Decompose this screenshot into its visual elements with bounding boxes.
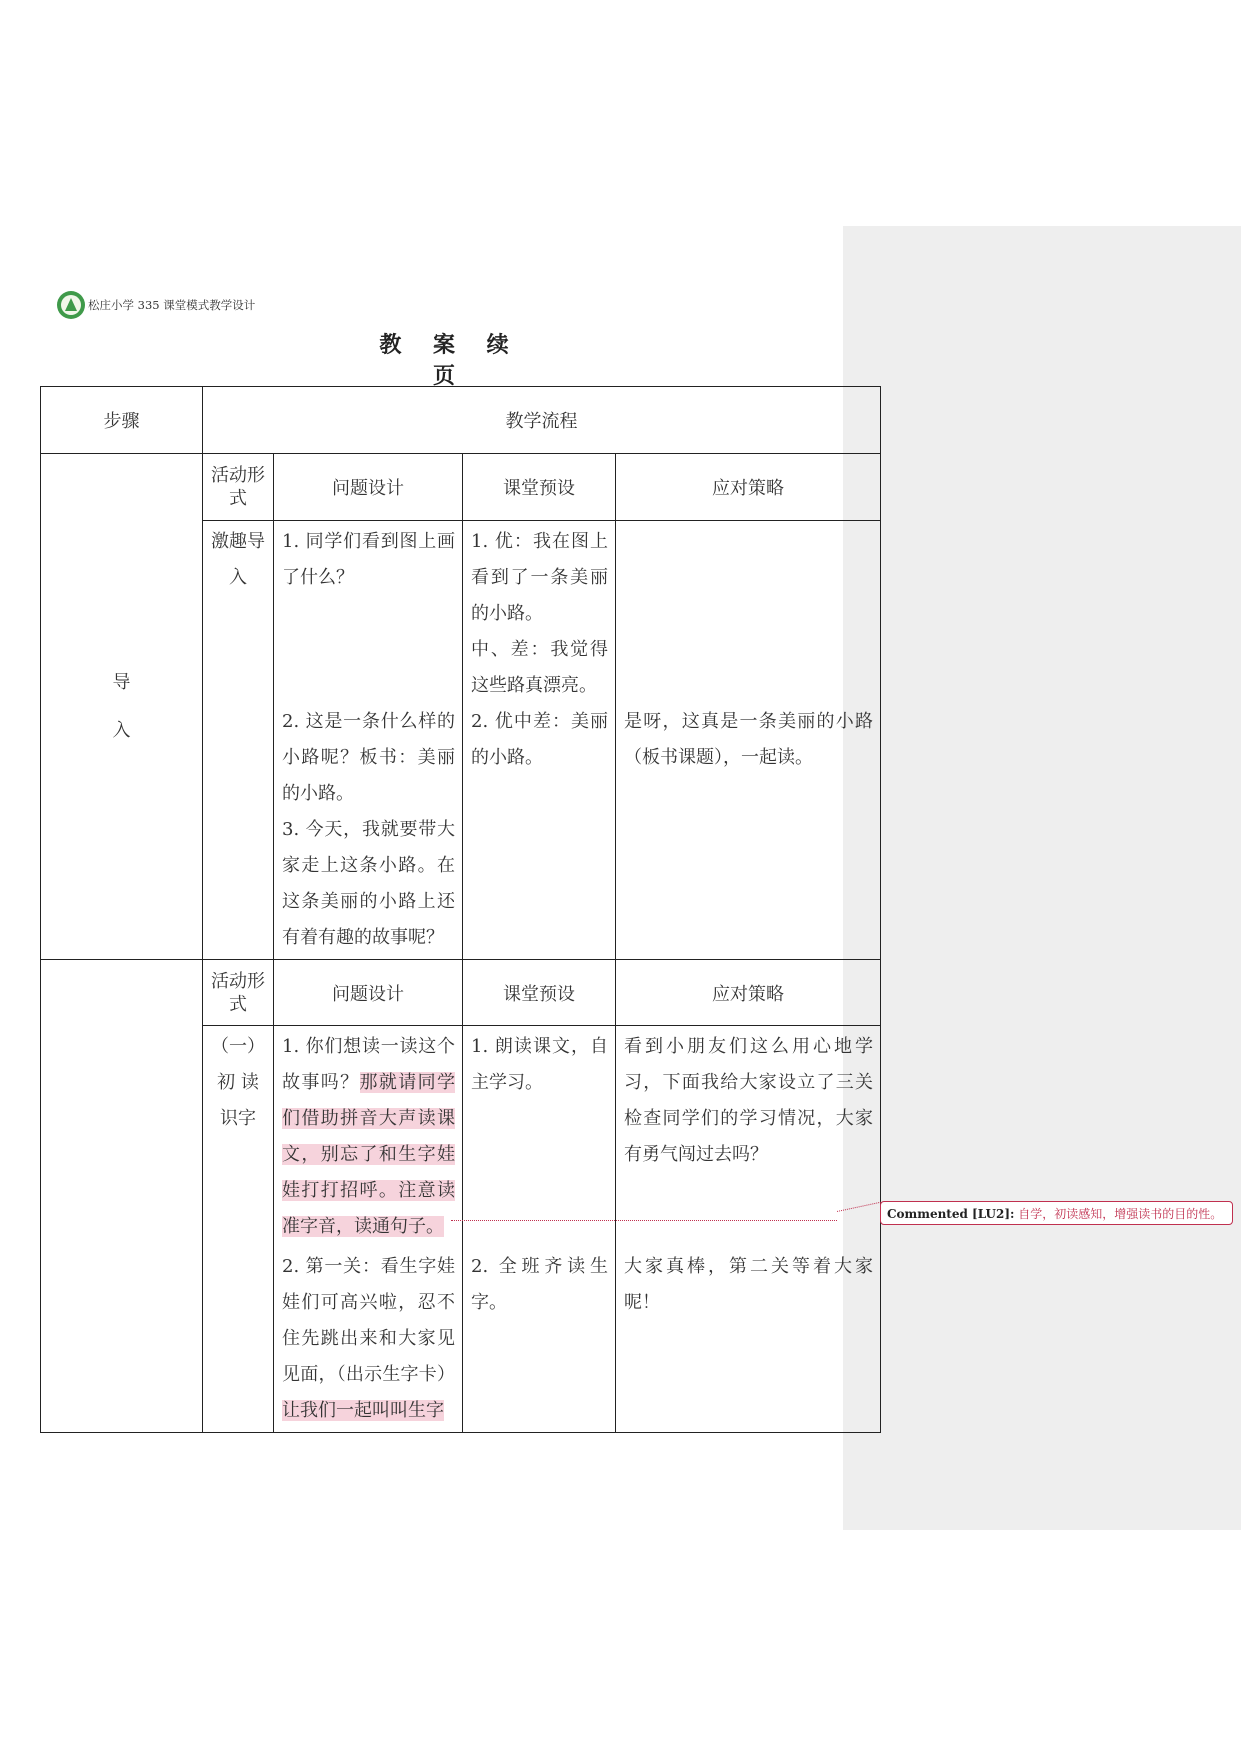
reading-subheader-row xyxy=(41,960,881,1026)
intro-strategy xyxy=(616,521,881,960)
reading-preset-2: 2. 全班齐读生字。 xyxy=(471,1256,608,1313)
question-header: 问题设计 xyxy=(274,454,463,521)
intro-questions xyxy=(274,521,463,960)
stage-label-intro: 导 入 xyxy=(41,454,203,960)
reading-questions xyxy=(274,1026,463,1433)
stage-label-reading xyxy=(41,960,203,1433)
reading-activity: （一）初 读 识字 xyxy=(203,1026,274,1433)
reading-question-1: 1. 你们想读一读这个故事吗？那就请同学们借助拼音大声读课文，别忘了和生字娃娃打打招呼。注意读准字音，读通句子。 xyxy=(282,1036,455,1237)
strategy-header: 应对策略 xyxy=(616,454,881,521)
comment-connector xyxy=(451,1220,837,1221)
intro-question-3: 3. 今天，我就要带大家走上这条小路。在这条美丽的小路上还有着有趣的故事呢？ xyxy=(282,819,455,948)
intro-subheader-row xyxy=(41,454,881,521)
highlighted-text-2: 让我们一起叫叫生字 xyxy=(282,1400,444,1421)
lesson-plan-table xyxy=(40,386,881,1433)
intro-preset-2: 2. 优中差：美丽的小路。 xyxy=(471,711,608,768)
intro-preset-1b: 中、差：我觉得这些路真漂亮。 xyxy=(471,639,608,696)
reading-question-2: 2. 第一关：看生字娃娃们可高兴啦，忍不住先跳出来和大家见见面，（出示生字卡）让我们一起叫叫生字 xyxy=(282,1256,455,1421)
reading-presets xyxy=(463,1026,616,1433)
reading-preset-1: 1. 朗读课文，自主学习。 xyxy=(471,1036,608,1093)
comment-balloon[interactable] xyxy=(880,1201,1233,1225)
intro-strategy-1: 是呀，这真是一条美丽的小路（板书课题），一起读。 xyxy=(624,711,873,768)
flow-header: 教学流程 xyxy=(203,387,881,454)
comment-margin-pane xyxy=(843,226,1241,1530)
document-title: 教 案 续 页 xyxy=(379,332,521,389)
preset-header: 课堂预设 xyxy=(463,454,616,521)
intro-question-2: 2. 这是一条什么样的小路呢？板书：美丽的小路。 xyxy=(282,711,455,804)
intro-preset-1a: 1. 优：我在图上看到了一条美丽的小路。 xyxy=(471,531,608,624)
school-logo-icon xyxy=(57,291,85,319)
reading-strategy xyxy=(616,1026,881,1433)
intro-question-1: 1. 同学们看到图上画了什么？ xyxy=(282,531,455,588)
comment-text: 自学，初读感知，增强读书的目的性。 xyxy=(1018,1207,1223,1221)
strategy-header-2: 应对策略 xyxy=(616,960,881,1026)
intro-activity: 激趣导入 xyxy=(203,521,274,960)
school-header-text: 松庄小学 335 课堂模式教学设计 xyxy=(88,298,256,312)
activity-header: 活动形式 xyxy=(203,454,274,521)
activity-header-2: 活动形式 xyxy=(203,960,274,1026)
highlighted-text: 那就请同学们借助拼音大声读课文，别忘了和生字娃娃打打招呼。注意读准字音，读通句子。 xyxy=(282,1072,455,1237)
comment-label: Commented [LU2]: xyxy=(887,1207,1015,1221)
intro-presets xyxy=(463,521,616,960)
reading-strategy-1: 看到小朋友们这么用心地学习，下面我给大家设立了三关检查同学们的学习情况，大家有勇气闯过去吗？ xyxy=(624,1036,873,1165)
preset-header-2: 课堂预设 xyxy=(463,960,616,1026)
question-header-2: 问题设计 xyxy=(274,960,463,1026)
reading-strategy-2: 大家真棒，第二关等着大家呢！ xyxy=(624,1256,873,1313)
step-header: 步骤 xyxy=(41,387,203,454)
table-header-row xyxy=(41,387,881,454)
page-header xyxy=(57,290,255,320)
